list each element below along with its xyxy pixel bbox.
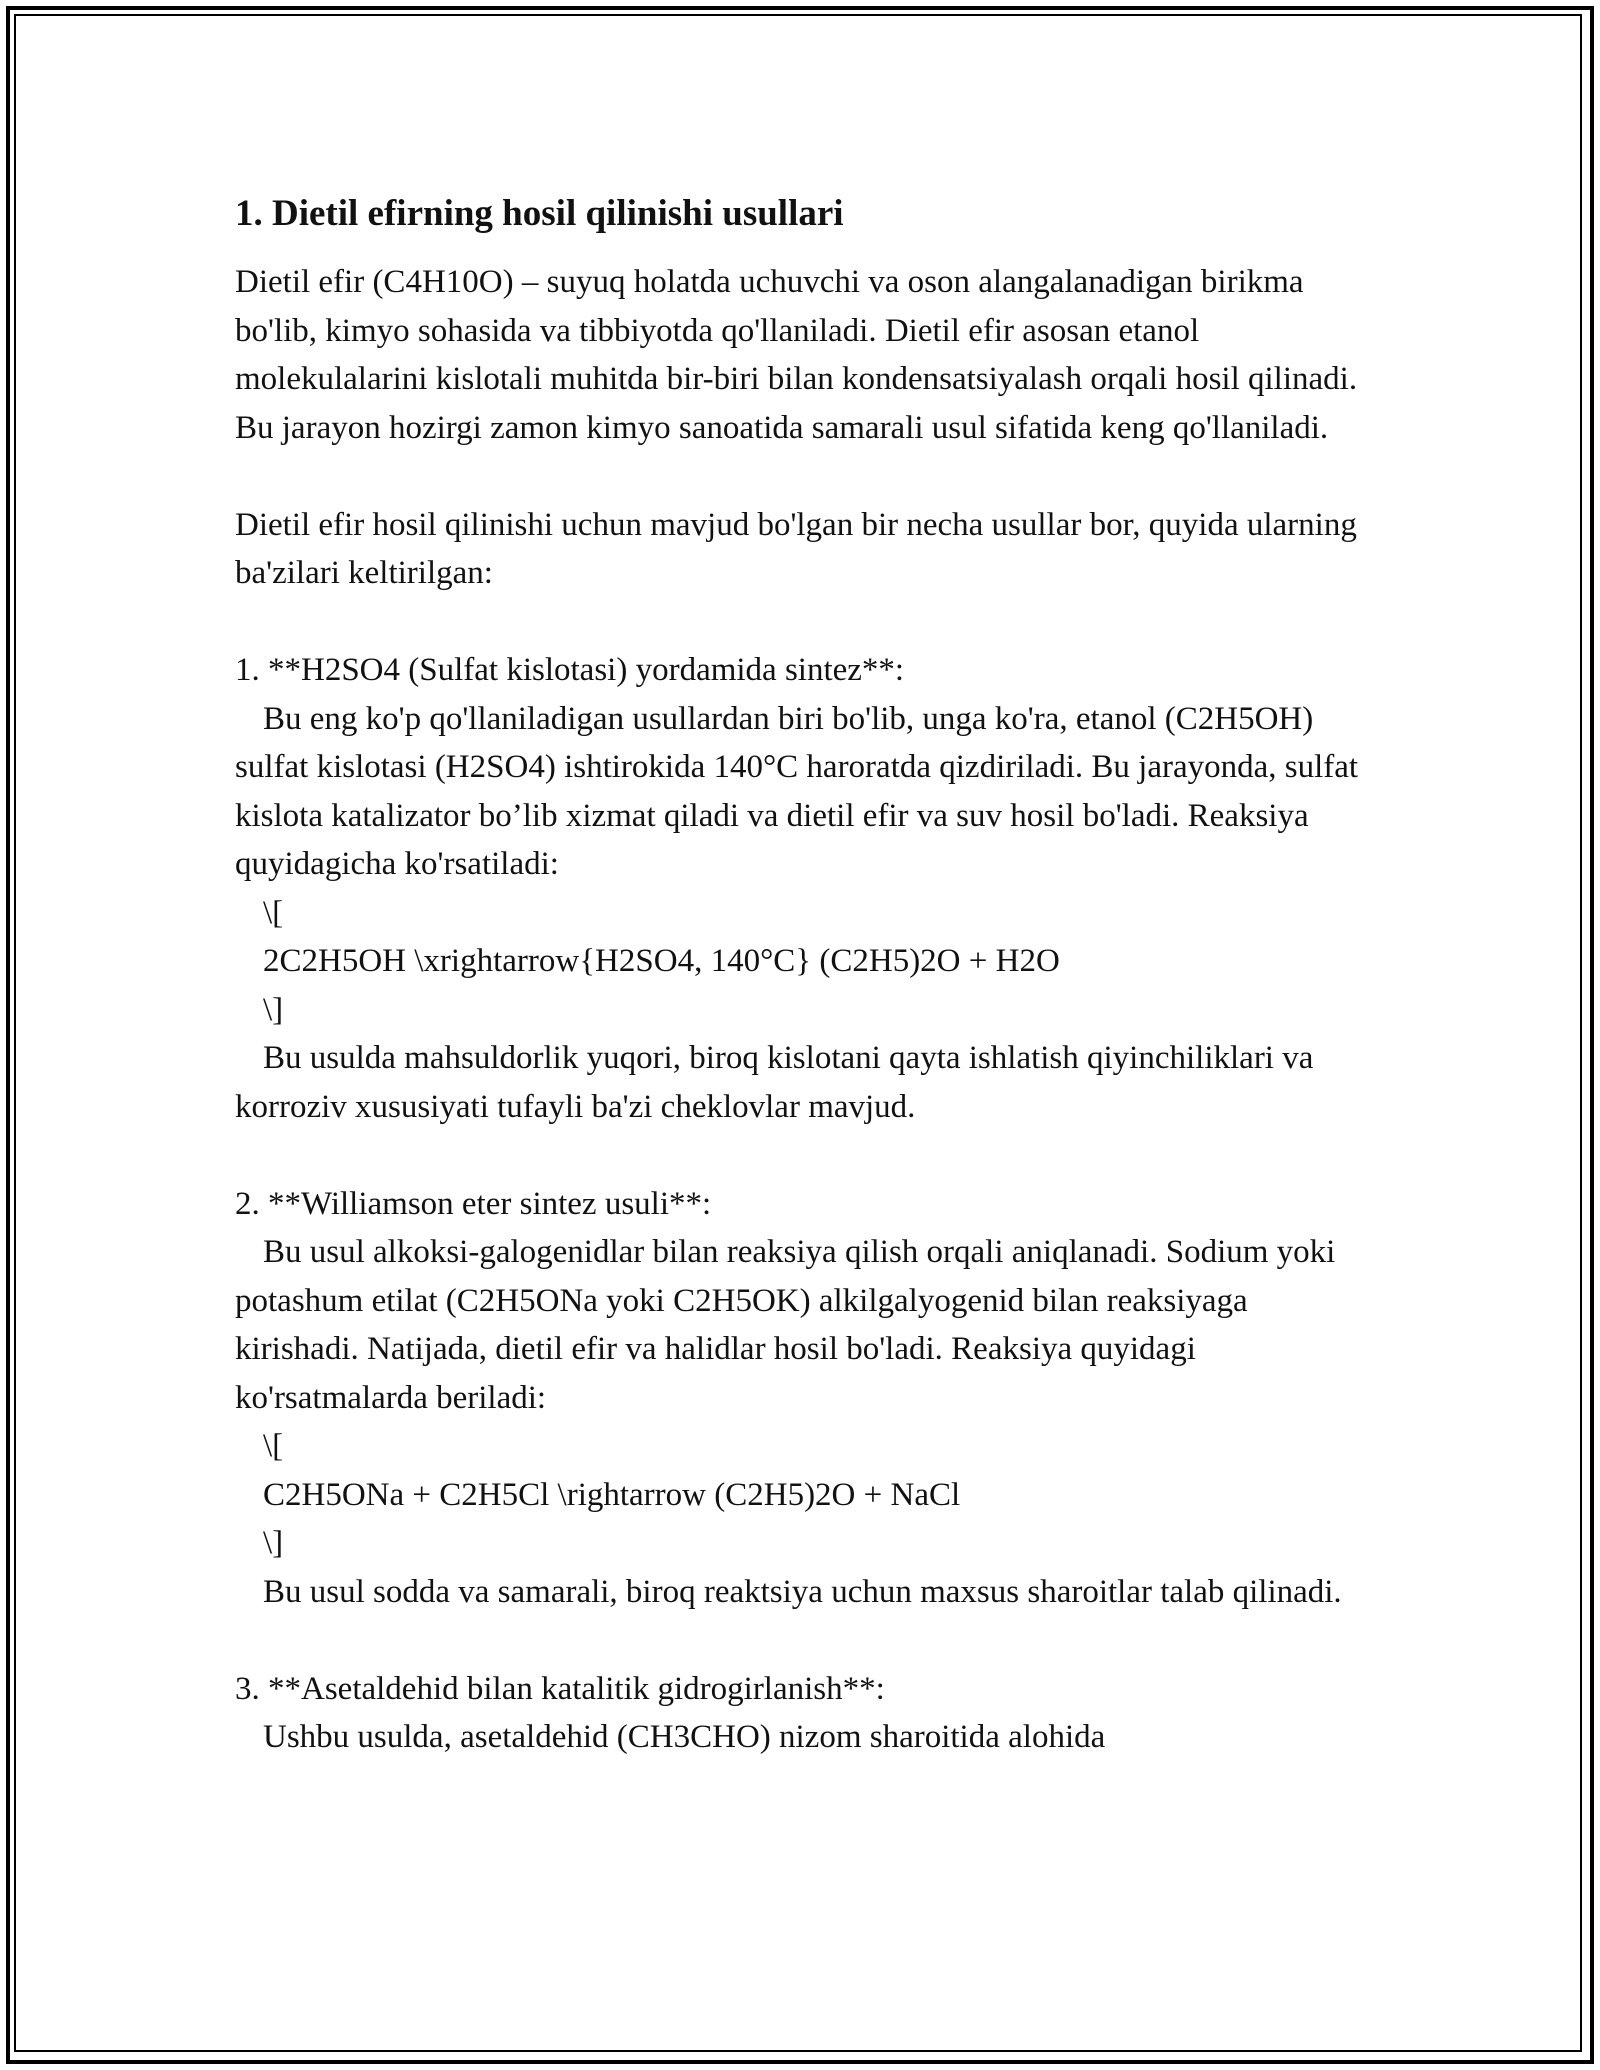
method-1-equation-close: \] <box>263 991 284 1028</box>
method-2-title: 2. **Williamson eter sintez usuli**: <box>235 1185 712 1222</box>
method-2-equation-close: \] <box>263 1525 284 1561</box>
method-3-title: 3. **Asetaldehid bilan katalitik gidrogirlanish**: <box>235 1670 885 1707</box>
blank-line <box>235 452 1365 501</box>
method-1-equation-open: \[ <box>263 894 284 931</box>
section-heading: 1. Dietil efirning hosil qilinishi usullari <box>235 193 844 234</box>
blank-line <box>235 1131 1365 1180</box>
methods-intro-paragraph: Dietil efir hosil qilinishi uchun mavjud bo'lgan bir necha usullar bor, quyida ularning ba'zilari keltirilgan: <box>235 506 1357 591</box>
method-1-equation: 2C2H5OH \xrightarrow{H2SO4, 140°C} (C2H5)2O + H2O <box>263 943 1060 979</box>
method-2-equation-open: \[ <box>263 1428 284 1464</box>
blank-line <box>235 598 1365 647</box>
blank-line <box>235 1616 1365 1665</box>
method-2-equation: C2H5ONa + C2H5Cl \rightarrow (C2H5)2O + NaCl <box>263 1476 961 1513</box>
intro-paragraph: Dietil efir (C4H10O) – suyuq holatda uchuvchi va oson alangalanadigan birikma bo'lib, kimyo sohasida va tibbiyotda qo'llaniladi. Dietil efir asosan etanol molekulalarini kislotali muhitda bir-biri bilan kondensatsiyalash orqali hosil qilinadi. Bu jarayon hozirgi zamon kimyo sanoatida samarali usul sifatida keng qo'llaniladi. <box>235 264 1358 446</box>
method-2-description: Bu usul alkoksi-galogenidlar bilan reaksiya qilish orqali aniqlanadi. Sodium yoki potashum etilat (C2H5ONa yoki C2H5OK) alkilgalyogenid bilan reaksiyaga kirishadi. Natijada, dietil efir va halidlar hosil bo'ladi. Reaksiya quyidagi ko'rsatmalarda beriladi: <box>235 1234 1336 1416</box>
method-1-title: 1. **H2SO4 (Sulfat kislotasi) yordamida sintez**: <box>235 652 905 688</box>
method-2-note: Bu usul sodda va samarali, biroq reaktsiya uchun maxsus sharoitlar talab qilinadi. <box>263 1573 1342 1610</box>
method-3-description: Ushbu usulda, asetaldehid (CH3CHO) nizom sharoitida alohida <box>263 1719 1106 1755</box>
method-1-note: Bu usulda mahsuldorlik yuqori, biroq kislotani qayta ishlatish qiyinchiliklari va korroziv xususiyati tufayli ba'zi cheklovlar mavjud. <box>235 1040 1314 1125</box>
method-1-description: Bu eng ko'p qo'llaniladigan usullardan biri bo'lib, unga ko'ra, etanol (C2H5OH) sulfat kislotasi (H2SO4) ishtirokida 140°C haroratda qizdiriladi. Bu jarayonda, sulfat kislota katalizator bo’lib xizmat qiladi va dietil efir va suv hosil bo'ladi. Reaksiya quyidagicha ko'rsatiladi: <box>235 700 1359 882</box>
document-body <box>235 190 1365 1762</box>
